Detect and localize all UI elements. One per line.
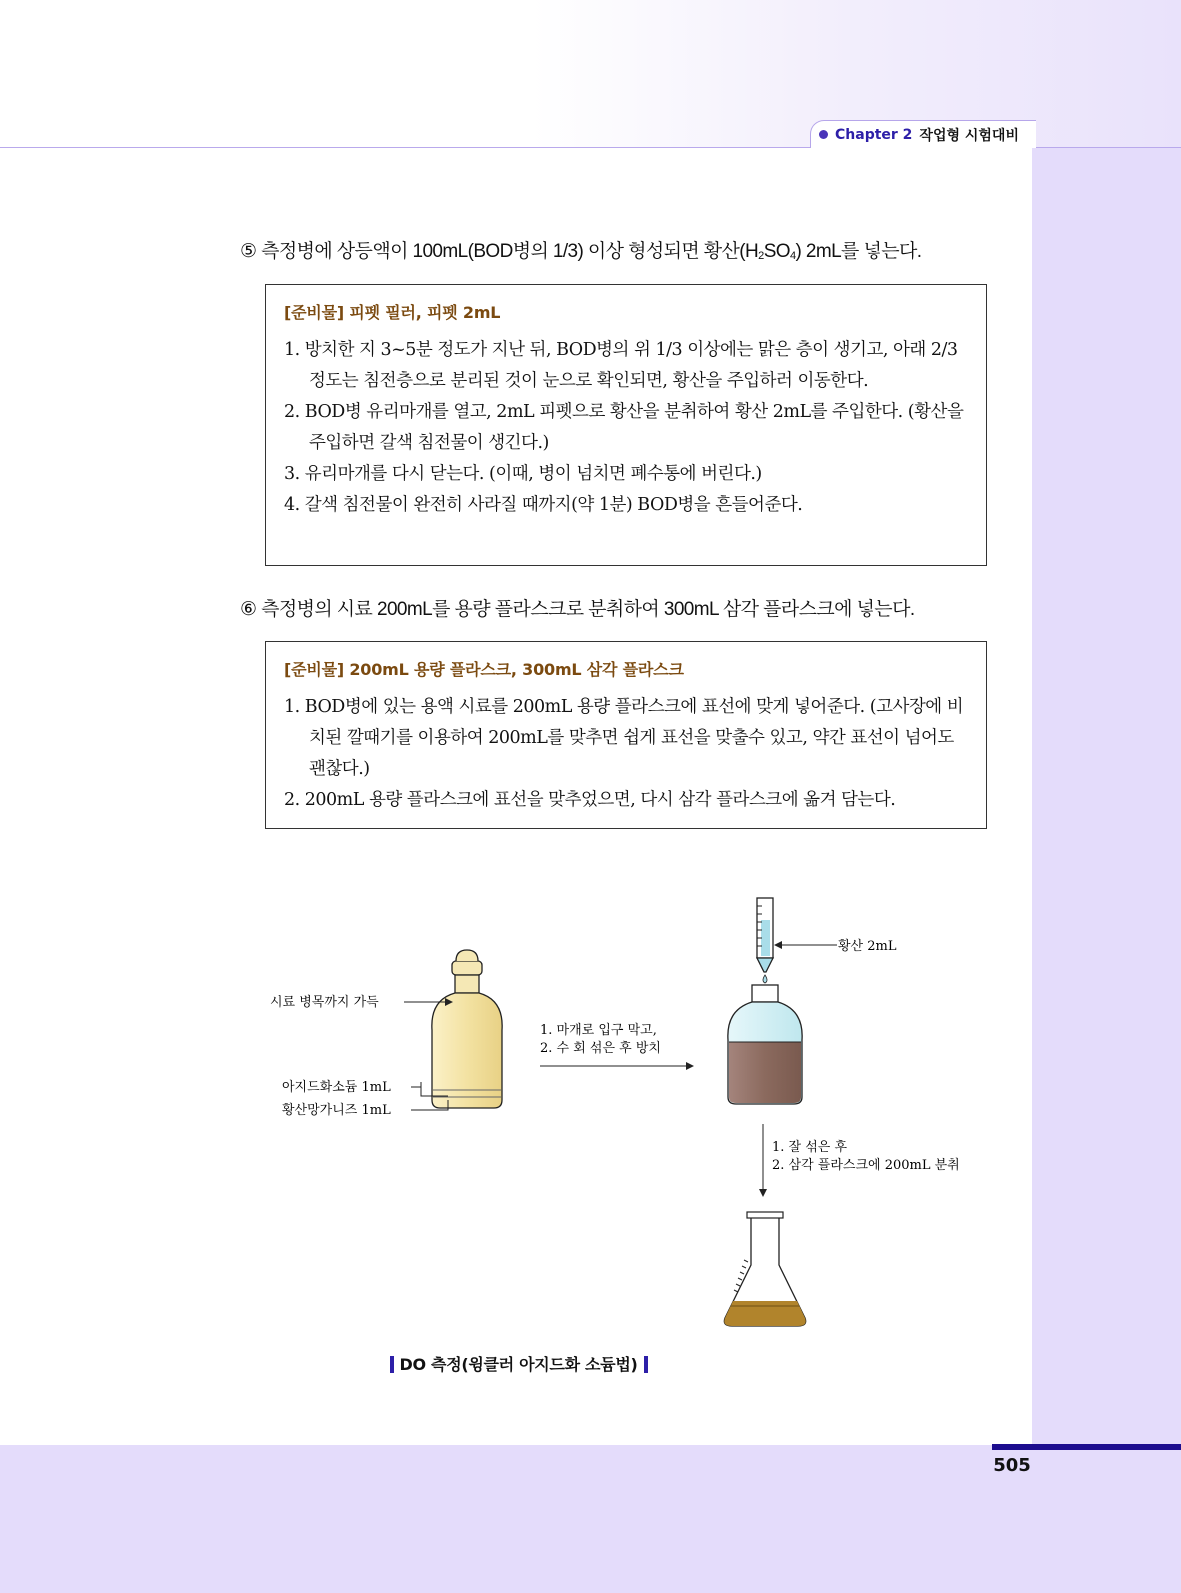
chapter-label: Chapter 2 xyxy=(835,126,913,143)
figure-caption xyxy=(0,1352,1037,1375)
step5-subscript1: 2 xyxy=(758,250,764,262)
step5-subscript2: 4 xyxy=(789,250,796,262)
step5-box-title: [준비물] 피펫 필러, 피펫 2mL xyxy=(284,303,501,322)
label-manganese-sulfate: 황산망가니즈 1mL xyxy=(282,1103,391,1118)
caption-bar-left xyxy=(390,1356,394,1373)
label-sulfuric-acid: 황산 2mL xyxy=(838,939,897,954)
list-item: 2. BOD병 유리마개를 열고, 2mL 피펫으로 황산을 분취하여 황산 2mL를 주입한다. (황산을 주입하면 갈색 침전물이 생긴다.) xyxy=(284,402,964,453)
arrow2-step2: 2. 삼각 플라스크에 200mL 분취 xyxy=(772,1158,960,1173)
list-item: 2. 200mL 용량 플라스크에 표선을 맞추었으면, 다시 삼각 플라스크에 옮겨 담는다. xyxy=(284,790,896,810)
step5-text-part1: ⑤ 측정병에 상등액이 100mL(BOD병의 1/3) 이상 형성되면 황산(H xyxy=(240,241,759,262)
page-number: 505 xyxy=(993,1455,1031,1476)
list-item: 1. BOD병에 있는 용액 시료를 200mL 용량 플라스크에 표선에 맞게 넣어준다. (고사장에 비치된 깔때기를 이용하여 200mL를 맞추면 쉽게 표선을 맞출수 있고, 약간 표선이 넘어도 괜찮다.) xyxy=(284,697,964,779)
chapter-title: 작업형 시험대비 xyxy=(919,127,1019,144)
sample-bottle xyxy=(432,950,502,1108)
label-sodium-azide: 아지드화소듐 1mL xyxy=(282,1080,391,1095)
caption-bar-right xyxy=(644,1356,648,1373)
step5-text-part2: SO xyxy=(763,241,790,262)
step6-box-title: [준비물] 200mL 용량 플라스크, 300mL 삼각 플라스크 xyxy=(284,660,684,679)
arrow1-step1: 1. 마개로 입구 막고, xyxy=(540,1023,657,1038)
label-fill-to-neck: 시료 병목까지 가득 xyxy=(270,995,379,1010)
step6-heading: ⑥ 측정병의 시료 200mL를 용량 플라스크로 분취하여 300mL 삼각 플라스크에 넣는다. xyxy=(240,599,915,620)
erlenmeyer-flask xyxy=(724,1212,805,1326)
caption-text: DO 측정(윙클러 아지드화 소듐법) xyxy=(399,1355,638,1374)
pipette xyxy=(757,898,773,983)
list-item: 4. 갈색 침전물이 완전히 사라질 때까지(약 1분) BOD병을 흔들어준다. xyxy=(284,495,803,515)
list-item: 3. 유리마개를 다시 닫는다. (이때, 병이 넘치면 폐수통에 버린다.) xyxy=(284,464,762,484)
treated-bottle xyxy=(728,985,802,1104)
list-item: 1. 방치한 지 3~5분 정도가 지난 뒤, BOD병의 위 1/3 이상에는 맑은 층이 생기고, 아래 2/3 정도는 침전층으로 분리된 것이 눈으로 확인되면, 황산을 주입하러 이동한다. xyxy=(284,340,958,391)
arrow2-step1: 1. 잘 섞은 후 xyxy=(772,1140,848,1155)
step5-text-part3: ) 2mL를 넣는다. xyxy=(795,241,922,262)
arrow1-step2: 2. 수 회 섞은 후 방치 xyxy=(540,1041,661,1056)
